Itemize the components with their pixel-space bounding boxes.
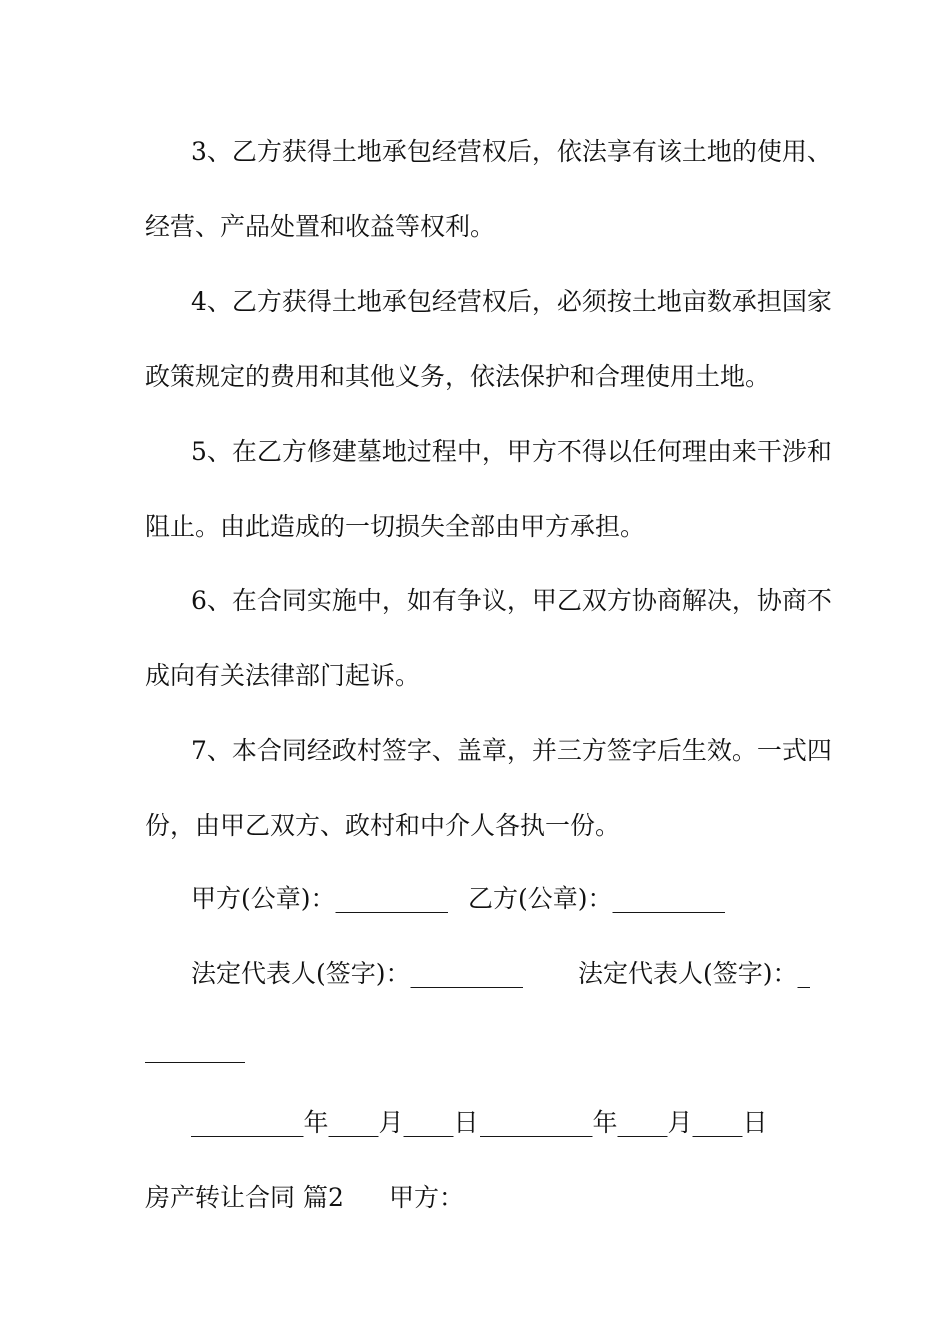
next-section-party-a: 甲方：: [389, 1183, 465, 1212]
paragraph-4-line-1: 4、乙方获得土地承包经营权后，必须按土地亩数承担国家: [191, 287, 832, 316]
paragraph-4-line-2: 政策规定的费用和其他义务，依法保护和合理使用土地。: [145, 362, 771, 391]
party-a-seal-line: 甲方(公章)：_________: [191, 884, 449, 913]
date-line-right: _________年____月____日: [480, 1108, 768, 1137]
party-b-seal-line: 乙方(公章)：_________: [468, 884, 726, 913]
legal-rep-right-line: 法定代表人(签字)：_: [578, 959, 811, 988]
paragraph-6-line-2: 成向有关法律部门起诉。: [145, 661, 421, 690]
paragraph-7-line-1: 7、本合同经政村签字、盖章，并三方签字后生效。一式四: [191, 736, 832, 765]
paragraph-7-line-2: 份，由甲乙双方、政村和中介人各执一份。: [145, 811, 621, 840]
next-section-title: 房产转让合同 篇2: [145, 1183, 344, 1212]
legal-rep-right-continuation: ________: [145, 1034, 245, 1063]
date-line-left: _________年____月____日: [191, 1108, 479, 1137]
paragraph-5-line-2: 阻止。由此造成的一切损失全部由甲方承担。: [145, 512, 646, 541]
paragraph-3-line-2: 经营、产品处置和收益等权利。: [145, 212, 496, 241]
paragraph-5-line-1: 5、在乙方修建墓地过程中，甲方不得以任何理由来干涉和: [191, 437, 832, 466]
paragraph-3-line-1: 3、乙方获得土地承包经营权后，依法享有该土地的使用、: [191, 137, 832, 166]
paragraph-6-line-1: 6、在合同实施中，如有争议，甲乙双方协商解决，协商不: [191, 586, 832, 615]
legal-rep-left-line: 法定代表人(签字)：_________: [191, 959, 524, 988]
